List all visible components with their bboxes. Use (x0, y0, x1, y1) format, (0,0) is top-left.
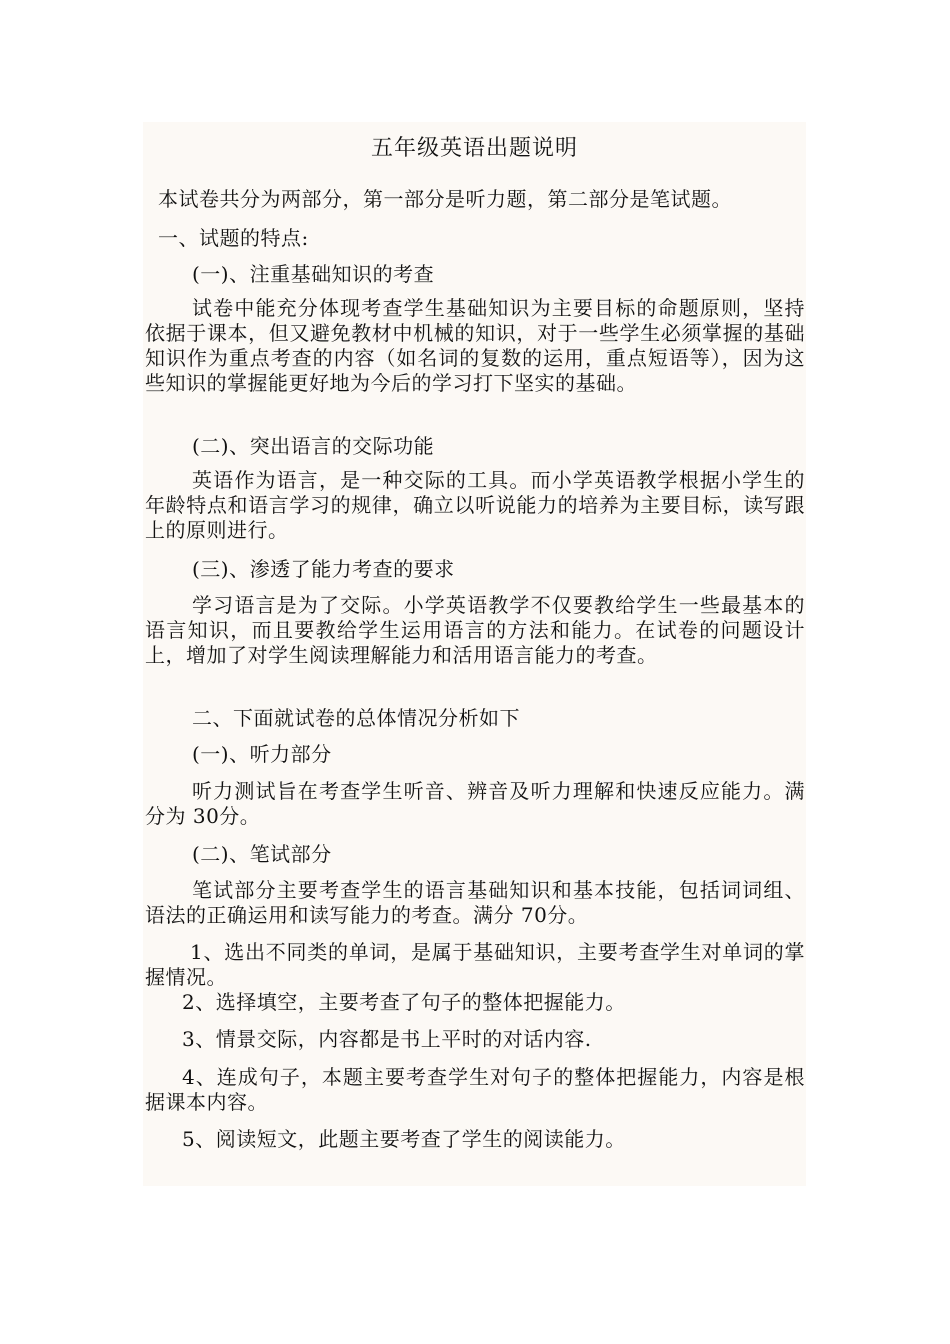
listening-heading: (一)、听力部分 (192, 742, 332, 766)
subsection-1-3-text: 学习语言是为了交际。小学英语教学不仅要教给学生一些最基本的语言知识，而且要教给学生运用语言的方法和能力。在试卷的问题设计上，增加了对学生阅读理解能力和活用语言能力的考查。 (145, 593, 805, 667)
written-text: 笔试部分主要考查学生的语言基础知识和基本技能，包括词词组、语法的正确运用和读写能力的考查。满分 70分。 (145, 878, 805, 927)
written-point-3: 3、情景交际，内容都是书上平时的对话内容. (182, 1027, 592, 1051)
subsection-1-3-heading: (三)、渗透了能力考查的要求 (192, 557, 455, 581)
written-point-1: 1、选出不同类的单词，是属于基础知识，主要考查学生对单词的掌握情况。 (145, 940, 805, 989)
subsection-1-2-heading: (二)、突出语言的交际功能 (192, 434, 435, 458)
written-point-5: 5、阅读短文，此题主要考查了学生的阅读能力。 (182, 1127, 626, 1151)
written-point-4: 4、连成句子，本题主要考查学生对句子的整体把握能力，内容是根据课本内容。 (145, 1065, 805, 1114)
intro-paragraph: 本试卷共分为两部分，第一部分是听力题，第二部分是笔试题。 (158, 187, 732, 211)
subsection-1-1-heading: (一)、注重基础知识的考查 (192, 262, 435, 286)
section-2-heading: 二、下面就试卷的总体情况分析如下 (192, 706, 520, 730)
document-title: 五年级英语出题说明 (370, 136, 578, 161)
written-heading: (二)、笔试部分 (192, 842, 332, 866)
listening-text: 听力测试旨在考查学生听音、辨音及听力理解和快速反应能力。满分为 30分。 (145, 779, 805, 828)
subsection-1-2-text: 英语作为语言，是一种交际的工具。而小学英语教学根据小学生的年龄特点和语言学习的规律，确立以听说能力的培养为主要目标，读写跟上的原则进行。 (145, 468, 805, 542)
section-1-heading: 一、试题的特点: (158, 226, 309, 250)
subsection-1-1-text: 试卷中能充分体现考查学生基础知识为主要目标的命题原则，坚持依据于课本，但又避免教材中机械的知识，对于一些学生必须掌握的基础知识作为重点考查的内容（如名词的复数的运用，重点短语等），因为这些知识的掌握能更好地为今后的学习打下坚实的基础。 (145, 296, 805, 395)
written-point-2: 2、选择填空，主要考查了句子的整体把握能力。 (182, 990, 626, 1014)
